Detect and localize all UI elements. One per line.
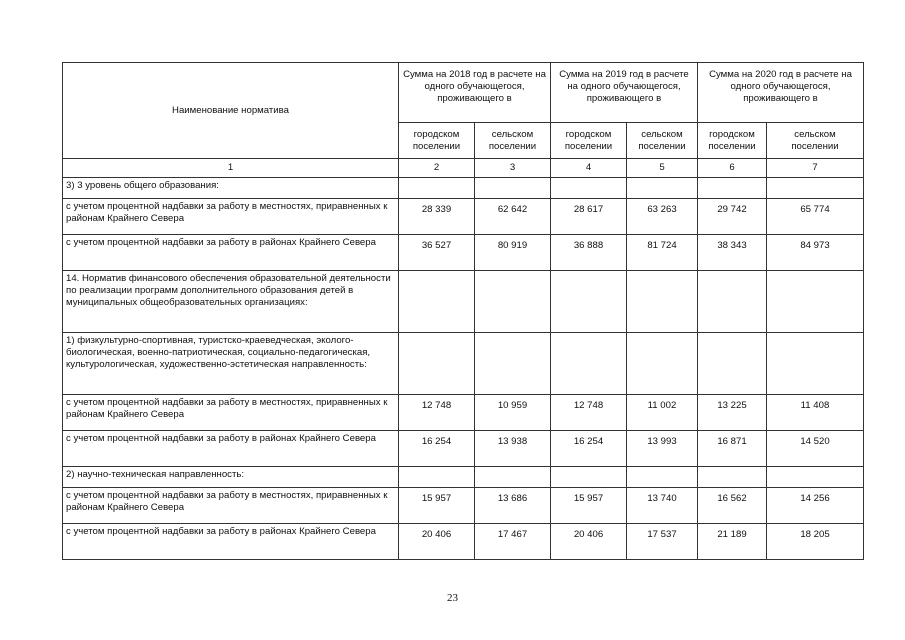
header-row-years [63,63,864,123]
table-row [63,488,864,524]
row-value [627,271,698,333]
row-value: 14 256 [767,488,864,524]
row-value [767,333,864,395]
row-value: 17 537 [627,524,698,560]
column-index: 4 [551,159,627,178]
table-row [63,235,864,271]
row-value: 13 740 [627,488,698,524]
row-value: 13 938 [475,431,551,467]
header-subcol: сельском поселении [627,123,698,159]
row-value: 13 225 [698,395,767,431]
row-value: 12 748 [399,395,475,431]
row-value: 15 957 [399,488,475,524]
row-value: 15 957 [551,488,627,524]
row-name: 3) 3 уровень общего образования: [63,178,399,199]
column-index: 5 [627,159,698,178]
row-value: 36 888 [551,235,627,271]
row-value [627,467,698,488]
row-value [627,333,698,395]
row-value [475,271,551,333]
row-value: 16 254 [399,431,475,467]
row-value: 12 748 [551,395,627,431]
row-name: с учетом процентной надбавки за работу в районах Крайнего Севера [63,235,399,271]
row-value [475,178,551,199]
header-subcol: сельском поселении [767,123,864,159]
row-value [767,467,864,488]
row-value: 28 339 [399,199,475,235]
row-value [698,271,767,333]
row-value: 16 871 [698,431,767,467]
row-value: 20 406 [551,524,627,560]
row-value: 16 254 [551,431,627,467]
row-name: 14. Норматив финансового обеспечения образовательной деятельности по реализации программ дополнительного образования детей в муниципальных общеобразовательных организациях: [63,271,399,333]
row-value [551,178,627,199]
page-number: 23 [447,592,458,604]
table-row [63,271,864,333]
column-index: 2 [399,159,475,178]
row-value [399,333,475,395]
row-value [767,271,864,333]
norms-table [62,62,864,560]
row-value [551,467,627,488]
row-value [767,178,864,199]
row-value: 14 520 [767,431,864,467]
row-value: 10 959 [475,395,551,431]
table-row [63,431,864,467]
header-subcol: городском поселении [399,123,475,159]
row-value: 36 527 [399,235,475,271]
row-value [475,467,551,488]
column-index: 1 [63,159,399,178]
table-row [63,199,864,235]
row-value: 11 408 [767,395,864,431]
row-value: 84 973 [767,235,864,271]
header-year-2018: Сумма на 2018 год в расчете на одного обучающегося, проживающего в [399,63,551,123]
row-value [698,467,767,488]
row-value: 13 993 [627,431,698,467]
row-name: 1) физкультурно-спортивная, туристско-краеведческая, эколого-биологическая, военно-патриотическая, социально-педагогическая, культурологическая, художественно-эстетическая направленность: [63,333,399,395]
row-value: 62 642 [475,199,551,235]
row-value: 63 263 [627,199,698,235]
row-name: с учетом процентной надбавки за работу в местностях, приравненных к районам Крайнего Севера [63,395,399,431]
row-value: 20 406 [399,524,475,560]
row-value [698,178,767,199]
row-value [551,333,627,395]
row-value: 17 467 [475,524,551,560]
column-index-row [63,159,864,178]
row-value: 65 774 [767,199,864,235]
header-subcol: городском поселении [551,123,627,159]
row-value [698,333,767,395]
row-value: 80 919 [475,235,551,271]
row-name: 2) научно-техническая направленность: [63,467,399,488]
row-value: 28 617 [551,199,627,235]
header-subcol: городском поселении [698,123,767,159]
header-subcol: сельском поселении [475,123,551,159]
row-value [399,178,475,199]
row-name: с учетом процентной надбавки за работу в районах Крайнего Севера [63,431,399,467]
row-value [399,467,475,488]
row-name: с учетом процентной надбавки за работу в районах Крайнего Севера [63,524,399,560]
row-value: 29 742 [698,199,767,235]
row-value [399,271,475,333]
row-value: 18 205 [767,524,864,560]
table-row [63,178,864,199]
header-year-2019: Сумма на 2019 год в расчете на одного обучающегося, проживающего в [551,63,698,123]
table-row [63,395,864,431]
table-row [63,524,864,560]
row-value: 81 724 [627,235,698,271]
row-value: 21 189 [698,524,767,560]
column-index: 6 [698,159,767,178]
column-index: 3 [475,159,551,178]
row-value [551,271,627,333]
row-value: 13 686 [475,488,551,524]
row-value [475,333,551,395]
table-row [63,467,864,488]
row-name: с учетом процентной надбавки за работу в местностях, приравненных к районам Крайнего Севера [63,199,399,235]
table-row [63,333,864,395]
row-value [627,178,698,199]
row-value: 11 002 [627,395,698,431]
header-year-2020: Сумма на 2020 год в расчете на одного обучающегося, проживающего в [698,63,864,123]
row-value: 38 343 [698,235,767,271]
row-value: 16 562 [698,488,767,524]
header-name-column: Наименование норматива [63,63,399,159]
column-index: 7 [767,159,864,178]
row-name: с учетом процентной надбавки за работу в местностях, приравненных к районам Крайнего Севера [63,488,399,524]
